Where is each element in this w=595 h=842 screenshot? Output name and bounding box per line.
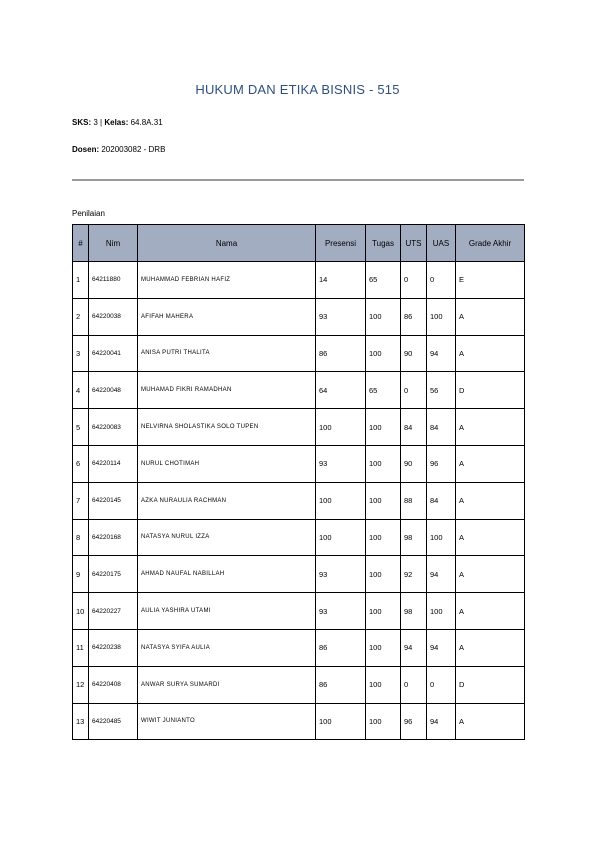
nama-cell: ANISA PUTRI THALITA (138, 335, 316, 372)
presensi-cell: 86 (316, 629, 366, 666)
row-number: 10 (73, 593, 89, 630)
grade-cell: A (456, 556, 525, 593)
uas-cell: 0 (427, 666, 456, 703)
tugas-cell: 100 (366, 519, 401, 556)
grade-cell: A (456, 703, 525, 740)
grade-cell: A (456, 298, 525, 335)
uts-cell: 92 (401, 556, 427, 593)
uas-cell: 94 (427, 556, 456, 593)
grade-cell: A (456, 409, 525, 446)
row-number: 8 (73, 519, 89, 556)
uts-cell: 86 (401, 298, 427, 335)
uts-cell: 96 (401, 703, 427, 740)
table-row (73, 445, 525, 482)
separator: | (100, 118, 103, 127)
uts-cell: 0 (401, 666, 427, 703)
tugas-cell: 100 (366, 482, 401, 519)
nim-cell: 64211880 (89, 262, 138, 299)
table-row (73, 372, 525, 409)
grade-cell: D (456, 372, 525, 409)
grade-cell: A (456, 629, 525, 666)
tugas-cell: 100 (366, 703, 401, 740)
nim-cell: 64220114 (89, 445, 138, 482)
uas-cell: 100 (427, 519, 456, 556)
nim-cell: 64220238 (89, 629, 138, 666)
row-number: 12 (73, 666, 89, 703)
uas-cell: 84 (427, 409, 456, 446)
row-number: 7 (73, 482, 89, 519)
table-row (73, 666, 525, 703)
column-header: Presensi (316, 225, 366, 262)
uas-cell: 100 (427, 298, 456, 335)
nama-cell: AZKA NURAULIA RACHMAN (138, 482, 316, 519)
tugas-cell: 100 (366, 629, 401, 666)
tugas-cell: 100 (366, 445, 401, 482)
uts-cell: 0 (401, 262, 427, 299)
grade-cell: A (456, 445, 525, 482)
kelas-value: 64.8A.31 (130, 118, 163, 127)
table-row (73, 262, 525, 299)
nim-cell: 64220227 (89, 593, 138, 630)
presensi-cell: 93 (316, 593, 366, 630)
presensi-cell: 100 (316, 409, 366, 446)
row-number: 6 (73, 445, 89, 482)
tugas-cell: 100 (366, 556, 401, 593)
table-row (73, 556, 525, 593)
column-header: Grade Akhir (456, 225, 525, 262)
uas-cell: 0 (427, 262, 456, 299)
grade-cell: A (456, 593, 525, 630)
nim-cell: 64220083 (89, 409, 138, 446)
nim-cell: 64220041 (89, 335, 138, 372)
uas-cell: 94 (427, 335, 456, 372)
page-title: HUKUM DAN ETIKA BISNIS - 515 (195, 82, 400, 97)
uts-cell: 94 (401, 629, 427, 666)
nim-cell: 64220175 (89, 556, 138, 593)
tugas-cell: 100 (366, 335, 401, 372)
table-row (73, 298, 525, 335)
presensi-cell: 14 (316, 262, 366, 299)
dosen-label: Dosen: (72, 145, 100, 154)
table-row (73, 409, 525, 446)
grade-cell: D (456, 666, 525, 703)
nama-cell: NATASYA SYIFA AULIA (138, 629, 316, 666)
dosen-value: 202003082 - DRB (101, 145, 166, 154)
table-row (73, 593, 525, 630)
presensi-cell: 93 (316, 298, 366, 335)
nama-cell: AULIA YASHIRA UTAMI (138, 593, 316, 630)
nama-cell: WIWIT JUNIANTO (138, 703, 316, 740)
presensi-cell: 100 (316, 703, 366, 740)
nama-cell: NATASYA NURUL IZZA (138, 519, 316, 556)
grades-table (72, 224, 525, 740)
uas-cell: 84 (427, 482, 456, 519)
grade-cell: E (456, 262, 525, 299)
column-header: Tugas (366, 225, 401, 262)
table-row (73, 519, 525, 556)
uts-cell: 90 (401, 445, 427, 482)
nim-cell: 64220145 (89, 482, 138, 519)
nama-cell: NELVIRNA SHOLASTIKA SOLO TUPEN (138, 409, 316, 446)
nama-cell: NURUL CHOTIMAH (138, 445, 316, 482)
nama-cell: AFIFAH MAHERA (138, 298, 316, 335)
uts-cell: 98 (401, 519, 427, 556)
sks-label: SKS: (72, 118, 92, 127)
uts-cell: 98 (401, 593, 427, 630)
presensi-cell: 93 (316, 556, 366, 593)
nim-cell: 64220485 (89, 703, 138, 740)
nama-cell: ANWAR SURYA SUMARDI (138, 666, 316, 703)
column-header: Nim (89, 225, 138, 262)
grade-cell: A (456, 519, 525, 556)
row-number: 11 (73, 629, 89, 666)
uas-cell: 96 (427, 445, 456, 482)
tugas-cell: 65 (366, 262, 401, 299)
nim-cell: 64220038 (89, 298, 138, 335)
row-number: 3 (73, 335, 89, 372)
nama-cell: MUHAMMAD FEBRIAN HAFIZ (138, 262, 316, 299)
row-number: 13 (73, 703, 89, 740)
course-info-line (72, 118, 163, 127)
presensi-cell: 64 (316, 372, 366, 409)
table-row (73, 629, 525, 666)
presensi-cell: 93 (316, 445, 366, 482)
row-number: 5 (73, 409, 89, 446)
uas-cell: 94 (427, 703, 456, 740)
column-header: # (73, 225, 89, 262)
column-header: UAS (427, 225, 456, 262)
horizontal-divider (72, 179, 524, 181)
nama-cell: MUHAMAD FIKRI RAMADHAN (138, 372, 316, 409)
presensi-cell: 86 (316, 666, 366, 703)
uts-cell: 88 (401, 482, 427, 519)
sks-value: 3 (93, 118, 98, 127)
table-row (73, 703, 525, 740)
row-number: 2 (73, 298, 89, 335)
section-label: Penilaian (72, 209, 105, 218)
uas-cell: 56 (427, 372, 456, 409)
presensi-cell: 86 (316, 335, 366, 372)
grade-cell: A (456, 335, 525, 372)
lecturer-info-line (72, 145, 165, 154)
nim-cell: 64220408 (89, 666, 138, 703)
uts-cell: 90 (401, 335, 427, 372)
tugas-cell: 100 (366, 666, 401, 703)
column-header: Nama (138, 225, 316, 262)
tugas-cell: 100 (366, 593, 401, 630)
presensi-cell: 100 (316, 482, 366, 519)
table-row (73, 335, 525, 372)
row-number: 4 (73, 372, 89, 409)
uts-cell: 0 (401, 372, 427, 409)
nim-cell: 64220048 (89, 372, 138, 409)
nim-cell: 64220168 (89, 519, 138, 556)
table-header-row (73, 225, 525, 262)
grade-cell: A (456, 482, 525, 519)
tugas-cell: 100 (366, 409, 401, 446)
tugas-cell: 65 (366, 372, 401, 409)
uas-cell: 94 (427, 629, 456, 666)
presensi-cell: 100 (316, 519, 366, 556)
kelas-label: Kelas: (104, 118, 129, 127)
tugas-cell: 100 (366, 298, 401, 335)
table-row (73, 482, 525, 519)
uas-cell: 100 (427, 593, 456, 630)
uts-cell: 84 (401, 409, 427, 446)
nama-cell: AHMAD NAUFAL NABILLAH (138, 556, 316, 593)
column-header: UTS (401, 225, 427, 262)
row-number: 1 (73, 262, 89, 299)
row-number: 9 (73, 556, 89, 593)
